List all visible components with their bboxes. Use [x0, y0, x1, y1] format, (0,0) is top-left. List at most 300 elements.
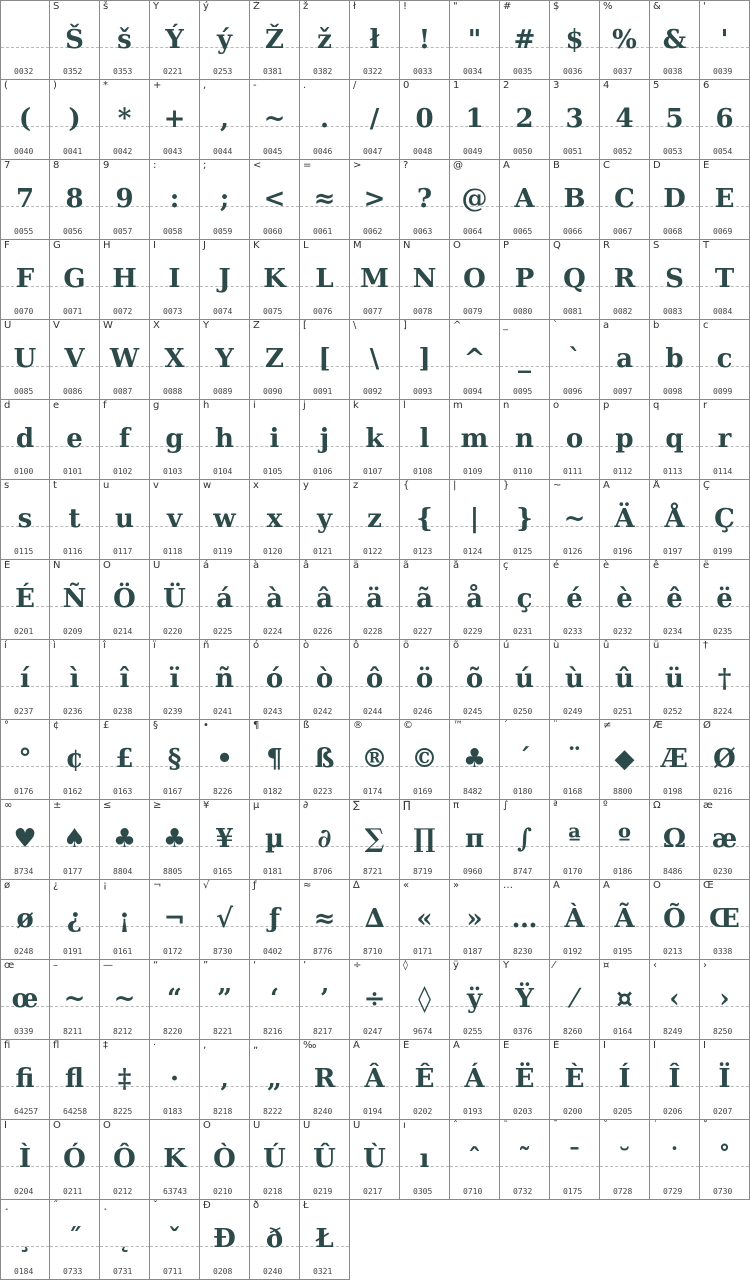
glyph-cell: [400, 800, 450, 880]
glyph-cell: [200, 320, 250, 400]
glyph-code-label: 0121: [313, 547, 333, 556]
glyph-code-label: 0040: [14, 147, 34, 156]
glyph-code-label: 0167: [163, 787, 183, 796]
glyph-cell: [700, 640, 750, 720]
glyph-character-label: Ω: [653, 800, 661, 811]
glyph-cell: [300, 880, 350, 960]
glyph-cell: [550, 1040, 600, 1120]
glyph-sample: ž: [317, 25, 332, 55]
glyph-code-label: 0230: [713, 867, 733, 876]
glyph-code-label: 0060: [263, 227, 283, 236]
glyph-code-label: 0236: [63, 707, 83, 716]
glyph-character-label: ": [453, 1, 458, 12]
glyph-code-label: 0034: [463, 67, 483, 76]
glyph-character-label: ˘: [603, 1120, 608, 1131]
glyph-character-label: ë: [703, 560, 710, 571]
glyph-sample: ä: [366, 584, 383, 614]
glyph-sample: ò: [315, 664, 334, 694]
glyph-cell: [350, 480, 400, 560]
glyph-character-label: 8: [53, 160, 60, 171]
glyph-cell: [250, 480, 300, 560]
glyph-cell: [50, 320, 100, 400]
glyph-code-label: 0733: [63, 1267, 83, 1276]
glyph-cell: [400, 320, 450, 400]
glyph-code-label: 0064: [463, 227, 483, 236]
glyph-code-label: 8220: [163, 1027, 183, 1036]
glyph-character-label: £: [103, 720, 110, 731]
glyph-cell: [500, 960, 550, 1040]
glyph-character-label: |: [453, 480, 457, 491]
glyph-sample: ÿ: [466, 984, 483, 1014]
glyph-cell: [350, 880, 400, 960]
glyph-cell: [300, 1200, 350, 1280]
glyph-sample: >: [363, 184, 386, 214]
glyph-sample: ¿: [66, 904, 83, 934]
glyph-code-label: 0196: [613, 547, 633, 556]
glyph-sample: …: [511, 904, 538, 934]
glyph-sample: â: [316, 584, 333, 614]
glyph-sample: Í: [618, 1064, 631, 1094]
glyph-sample: Ê: [414, 1064, 435, 1094]
glyph-code-label: 0206: [663, 1107, 683, 1116]
glyph-cell: [350, 1040, 400, 1120]
glyph-cell: [200, 0, 250, 80]
glyph-character-label: ~: [553, 480, 562, 491]
glyph-code-label: 0177: [63, 867, 83, 876]
glyph-character-label: ®: [353, 720, 363, 731]
glyph-cell: [150, 400, 200, 480]
glyph-character-label: À: [553, 880, 560, 891]
glyph-sample: b: [665, 344, 684, 374]
glyph-sample: ¥: [215, 824, 234, 854]
glyph-cell: [0, 480, 50, 560]
glyph-cell: [250, 960, 300, 1040]
glyph-sample: «: [416, 904, 433, 934]
glyph-code-label: 0192: [563, 947, 583, 956]
glyph-code-label: 8250: [713, 1027, 733, 1036]
glyph-code-label: 8212: [113, 1027, 133, 1036]
glyph-sample: Î: [668, 1064, 681, 1094]
glyph-cell: [0, 880, 50, 960]
glyph-cell: [250, 80, 300, 160]
glyph-character-label: k: [353, 400, 359, 411]
glyph-cell: [600, 1040, 650, 1120]
glyph-cell: [700, 960, 750, 1040]
glyph-sample: Ñ: [62, 584, 87, 614]
glyph-cell: [700, 1120, 750, 1200]
glyph-sample: n: [515, 424, 534, 454]
glyph-sample: u: [115, 504, 134, 534]
glyph-cell: [250, 320, 300, 400]
glyph-code-label: 64258: [63, 1107, 88, 1116]
glyph-cell: [700, 80, 750, 160]
glyph-character-label: G: [53, 240, 61, 251]
glyph-code-label: 0253: [213, 67, 233, 76]
glyph-character-label: ™: [453, 720, 463, 731]
glyph-cell: [500, 160, 550, 240]
glyph-character-label: ¨: [553, 720, 558, 731]
glyph-code-label: 8230: [513, 947, 533, 956]
glyph-cell: [600, 320, 650, 400]
glyph-character-label: ≈: [303, 880, 312, 891]
glyph-character-label: c: [703, 320, 709, 331]
glyph-character-label: ´: [503, 720, 508, 731]
glyph-code-label: 0050: [513, 147, 533, 156]
glyph-sample: ¶: [266, 744, 283, 774]
glyph-cell: [600, 0, 650, 80]
glyph-cell: [100, 0, 150, 80]
glyph-code-label: 0182: [263, 787, 283, 796]
glyph-character-label: N: [403, 240, 411, 251]
glyph-character-label: ù: [553, 640, 560, 651]
glyph-sample: £: [115, 744, 134, 774]
glyph-character-label: #: [503, 1, 512, 12]
glyph-character-label: B: [553, 160, 560, 171]
glyph-character-label: o: [553, 400, 560, 411]
glyph-character-label: í: [4, 640, 7, 651]
glyph-cell: [0, 1040, 50, 1120]
glyph-code-label: 0083: [663, 307, 683, 316]
glyph-character-label: Û: [303, 1120, 311, 1131]
glyph-code-label: 0099: [713, 387, 733, 396]
glyph-code-label: 0376: [513, 1027, 533, 1036]
glyph-cell: [600, 640, 650, 720]
glyph-sample: Ô: [113, 1144, 136, 1174]
glyph-character-label: ˝: [53, 1200, 58, 1211]
glyph-character-label: ð: [253, 1200, 260, 1211]
glyph-code-label: 0077: [363, 307, 383, 316]
glyph-sample: a: [616, 344, 633, 374]
glyph-sample: ♣: [162, 824, 187, 854]
glyph-sample: ): [68, 104, 81, 134]
glyph-sample: p: [615, 424, 634, 454]
glyph-character-label: ¡: [103, 880, 108, 891]
glyph-character-label: &: [653, 1, 661, 12]
glyph-character-label: ¤: [603, 960, 610, 971]
glyph-code-label: 8747: [513, 867, 533, 876]
glyph-character-label: Ç: [703, 480, 710, 491]
glyph-cell: [200, 160, 250, 240]
glyph-sample: 3: [565, 104, 584, 134]
glyph-cell: [50, 400, 100, 480]
glyph-character-label: º: [603, 800, 608, 811]
glyph-character-label: π: [453, 800, 460, 811]
glyph-cell: [400, 480, 450, 560]
glyph-code-label: 0729: [663, 1187, 683, 1196]
glyph-sample: Ù: [363, 1144, 386, 1174]
glyph-cell: [550, 1120, 600, 1200]
glyph-sample: ?: [416, 184, 433, 214]
glyph-cell: [300, 80, 350, 160]
glyph-sample: ´: [518, 744, 531, 774]
glyph-cell: [400, 560, 450, 640]
glyph-character-label: }: [503, 480, 510, 491]
glyph-sample: \: [369, 344, 380, 374]
glyph-code-label: 8730: [213, 947, 233, 956]
glyph-cell: [50, 0, 100, 80]
glyph-character-label: ?: [403, 160, 409, 171]
glyph-character-label: ý: [203, 1, 209, 12]
glyph-sample: ~: [563, 504, 586, 534]
glyph-code-label: 0220: [163, 627, 183, 636]
glyph-character-label: ±: [53, 800, 62, 811]
glyph-code-label: 0070: [14, 307, 34, 316]
glyph-code-label: 0233: [563, 627, 583, 636]
glyph-character-label: u: [103, 480, 110, 491]
glyph-character-label: ˆ: [453, 1120, 458, 1131]
glyph-character-label: ¬: [153, 880, 162, 891]
glyph-character-label: Z: [253, 320, 260, 331]
glyph-character-label: Ð: [203, 1200, 211, 1211]
glyph-code-label: 0237: [14, 707, 34, 716]
glyph-sample: Ö: [113, 584, 136, 614]
glyph-character-label: 5: [653, 80, 660, 91]
glyph-cell: [50, 560, 100, 640]
glyph-code-label: 0122: [363, 547, 383, 556]
glyph-code-label: 0252: [663, 707, 683, 716]
glyph-cell: [650, 0, 700, 80]
glyph-cell: [450, 0, 500, 80]
glyph-code-label: 0174: [363, 787, 383, 796]
glyph-cell: [200, 1040, 250, 1120]
glyph-code-label: 8216: [263, 1027, 283, 1036]
glyph-character-label: œ: [4, 960, 15, 971]
glyph-sample: S: [665, 264, 684, 294]
glyph-code-label: 0732: [513, 1187, 533, 1196]
glyph-sample: º: [618, 824, 631, 854]
glyph-cell: [250, 720, 300, 800]
glyph-cell: [700, 1040, 750, 1120]
glyph-cell: [200, 720, 250, 800]
glyph-cell: [350, 800, 400, 880]
glyph-sample: È: [564, 1064, 585, 1094]
glyph-cell: [250, 240, 300, 320]
glyph-cell: [700, 720, 750, 800]
glyph-character-label: ò: [303, 640, 310, 651]
glyph-cell: [100, 480, 150, 560]
glyph-sample: √: [215, 904, 234, 934]
glyph-sample: ~: [63, 984, 86, 1014]
glyph-sample: M: [360, 264, 389, 294]
glyph-code-label: 0066: [563, 227, 583, 236]
glyph-cell: [0, 160, 50, 240]
glyph-code-label: 0036: [563, 67, 583, 76]
glyph-sample: x: [266, 504, 283, 534]
glyph-sample: í: [20, 664, 30, 694]
glyph-code-label: 63743: [163, 1187, 188, 1196]
glyph-sample: ó: [265, 664, 284, 694]
glyph-cell: [100, 640, 150, 720]
glyph-code-label: 0240: [263, 1267, 283, 1276]
glyph-character-label: 7: [4, 160, 11, 171]
glyph-cell: [350, 640, 400, 720]
glyph-cell: [300, 1120, 350, 1200]
glyph-character-label: W: [103, 320, 113, 331]
glyph-sample: Ï: [718, 1064, 731, 1094]
glyph-sample: „: [267, 1064, 282, 1094]
glyph-code-label: 0339: [14, 1027, 34, 1036]
glyph-code-label: 0098: [663, 387, 683, 396]
glyph-character-label: •: [203, 720, 209, 731]
glyph-character-label: (: [4, 80, 8, 91]
glyph-cell: [350, 240, 400, 320]
glyph-sample: ]: [418, 344, 431, 374]
glyph-code-label: 0054: [713, 147, 733, 156]
glyph-character-label: 4: [603, 80, 610, 91]
glyph-cell: [600, 1120, 650, 1200]
glyph-character-label: h: [203, 400, 210, 411]
glyph-code-label: 0191: [63, 947, 83, 956]
glyph-cell: [450, 240, 500, 320]
glyph-code-label: 0244: [363, 707, 383, 716]
glyph-character-label: ú: [503, 640, 510, 651]
glyph-character-label: f: [103, 400, 107, 411]
glyph-character-label: p: [603, 400, 610, 411]
glyph-cell: [250, 0, 300, 80]
glyph-sample: t: [68, 504, 81, 534]
glyph-sample: Œ: [709, 904, 740, 934]
glyph-character-label: â: [303, 560, 310, 571]
glyph-character-label: ¢: [53, 720, 60, 731]
glyph-sample: c: [716, 344, 733, 374]
glyph-code-label: 0183: [163, 1107, 183, 1116]
glyph-character-label: ê: [653, 560, 660, 571]
glyph-code-label: 0073: [163, 307, 183, 316]
glyph-code-label: 0091: [313, 387, 333, 396]
glyph-cell: [600, 800, 650, 880]
glyph-character-label: S: [653, 240, 660, 251]
glyph-sample: ¬: [163, 904, 186, 934]
glyph-code-label: 0063: [413, 227, 433, 236]
glyph-character-label: Á: [453, 1040, 460, 1051]
glyph-code-label: 0210: [213, 1187, 233, 1196]
glyph-character-label: ^: [453, 320, 462, 331]
glyph-sample: ∆: [364, 904, 385, 934]
glyph-character-label: Š: [53, 1, 60, 12]
glyph-cell: [600, 720, 650, 800]
glyph-character-label: ∫: [503, 800, 509, 811]
glyph-character-label: Ñ: [53, 560, 61, 571]
glyph-code-label: 0321: [313, 1267, 333, 1276]
glyph-cell: [650, 1040, 700, 1120]
glyph-sample: ¢: [65, 744, 84, 774]
glyph-cell: [550, 560, 600, 640]
glyph-sample: 1: [465, 104, 484, 134]
glyph-code-label: 0071: [63, 307, 83, 316]
glyph-code-label: 0728: [613, 1187, 633, 1196]
glyph-code-label: 0251: [613, 707, 633, 716]
glyph-character-label: ﬁ: [4, 1040, 11, 1051]
glyph-sample: ‚: [219, 1064, 230, 1094]
glyph-cell: [500, 560, 550, 640]
glyph-character-label: Ò: [203, 1120, 211, 1131]
glyph-sample: Ú: [263, 1144, 286, 1174]
glyph-cell: [0, 320, 50, 400]
glyph-character-label: é: [553, 560, 560, 571]
glyph-character-label: ç: [503, 560, 509, 571]
glyph-character-label: /: [353, 80, 357, 91]
glyph-code-label: 0247: [363, 1027, 383, 1036]
glyph-code-label: 0115: [14, 547, 34, 556]
glyph-character-label: ”: [203, 960, 209, 971]
glyph-code-label: 0035: [513, 67, 533, 76]
glyph-sample: i: [269, 424, 280, 454]
glyph-sample: æ: [711, 824, 738, 854]
glyph-code-label: 0176: [14, 787, 34, 796]
glyph-character-label: Ê: [403, 1040, 410, 1051]
glyph-character-label: Ł: [303, 1200, 309, 1211]
glyph-cell: [150, 1120, 200, 1200]
glyph-sample: ˜: [518, 1144, 531, 1174]
glyph-sample: 6: [715, 104, 734, 134]
glyph-character-label: s: [4, 480, 10, 491]
glyph-character-label: ˙: [653, 1120, 658, 1131]
glyph-cell: [400, 640, 450, 720]
glyph-cell: [450, 800, 500, 880]
glyph-sample: ⁄: [572, 984, 577, 1014]
glyph-code-label: 0102: [113, 467, 133, 476]
glyph-cell: [150, 560, 200, 640]
glyph-cell: [150, 80, 200, 160]
glyph-sample: T: [714, 264, 735, 294]
glyph-character-label: ¶: [253, 720, 260, 731]
glyph-character-label: Í: [603, 1040, 606, 1051]
glyph-code-label: 0234: [663, 627, 683, 636]
glyph-character-label: _: [503, 320, 508, 331]
glyph-sample: <: [263, 184, 286, 214]
glyph-sample: _: [518, 344, 531, 374]
glyph-cell: [100, 1120, 150, 1200]
glyph-character-label: U: [4, 320, 12, 331]
glyph-character-label: Ö: [103, 560, 111, 571]
glyph-code-label: 0042: [113, 147, 133, 156]
glyph-sample: Á: [464, 1064, 485, 1094]
glyph-character-label: b: [653, 320, 660, 331]
glyph-code-label: 0106: [313, 467, 333, 476]
glyph-cell: [450, 480, 500, 560]
glyph-sample: ∫: [516, 824, 533, 854]
glyph-sample: K: [163, 1144, 186, 1174]
glyph-cell: [700, 320, 750, 400]
glyph-code-label: 0062: [363, 227, 383, 236]
glyph-sample: Æ: [661, 744, 688, 774]
glyph-code-label: 0229: [463, 627, 483, 636]
glyph-sample: N: [412, 264, 437, 294]
glyph-cell: [150, 0, 200, 80]
glyph-cell: [50, 480, 100, 560]
glyph-code-label: 0205: [613, 1107, 633, 1116]
glyph-code-label: 0065: [513, 227, 533, 236]
glyph-code-label: 0243: [263, 707, 283, 716]
glyph-sample: á: [216, 584, 233, 614]
glyph-character-label: J: [203, 240, 206, 251]
glyph-cell: [500, 1040, 550, 1120]
glyph-sample: Ë: [514, 1064, 535, 1094]
glyph-sample: ¨: [568, 744, 581, 774]
glyph-code-label: 0105: [263, 467, 283, 476]
glyph-character-label: ¿: [53, 880, 59, 891]
glyph-character-label: Ý: [153, 1, 160, 12]
glyph-code-label: 0161: [113, 947, 133, 956]
glyph-cell: [300, 400, 350, 480]
glyph-code-label: 0045: [263, 147, 283, 156]
glyph-cell: [150, 960, 200, 1040]
glyph-code-label: 0076: [313, 307, 333, 316]
glyph-character-label: ·: [153, 1040, 157, 1051]
glyph-sample: K: [263, 264, 286, 294]
glyph-sample: ♣: [462, 744, 487, 774]
glyph-code-label: 8225: [113, 1107, 133, 1116]
